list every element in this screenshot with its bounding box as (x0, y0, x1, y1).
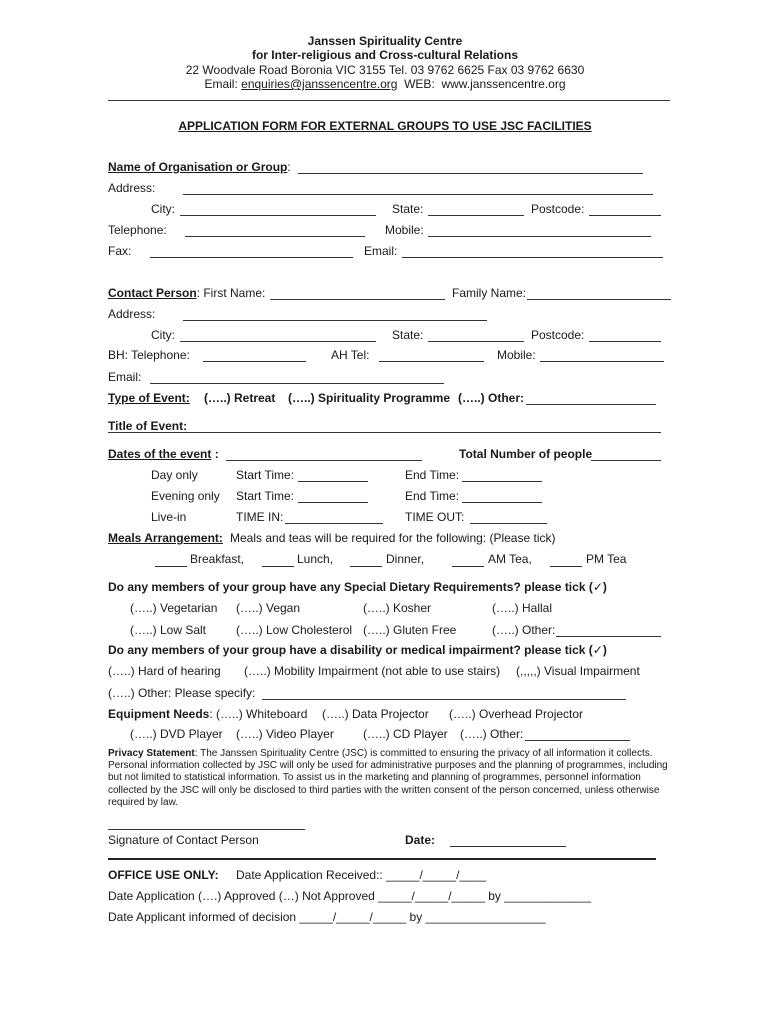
dietary-question: Do any members of your group have any Special Dietary Requirements? please tick (✓) (108, 580, 607, 594)
other-event-field[interactable] (526, 393, 656, 405)
disability-other-field[interactable] (262, 688, 626, 700)
privacy-text: : The Janssen Spirituality Centre (JSC) is committed to ensuring the privacy of all information it collects. Personal information collected by JSC will only be used for administrative purposes and the planning of programmes, including but not limited to statistical information. To assist us in the marketing and planning of programmes, personnel information collected by the JSC will only be disclosed to third parties with the written consent of the person concerned, unless otherwise required by law. (108, 748, 668, 808)
org-state-label: State: (392, 202, 424, 216)
org-fax-field[interactable] (150, 246, 353, 258)
type-of-event-label: Type of Event: (108, 391, 190, 405)
pm-tea-tick-field[interactable] (550, 555, 582, 567)
contact-person-row (108, 286, 265, 300)
first-name-label: : First Name: (196, 286, 266, 300)
meals-arrangement-label: Meals Arrangement: (108, 531, 223, 545)
form-title: APPLICATION FORM FOR EXTERNAL GROUPS TO USE JSC FACILITIES (178, 119, 592, 133)
bh-telephone-label: BH: Telephone: (108, 348, 190, 362)
family-name-label: Family Name: (452, 286, 527, 300)
live-in-label: Live-in (151, 510, 187, 524)
email-link[interactable]: enquiries@janssencentre.org (241, 77, 398, 91)
hard-of-hearing-option[interactable]: (…..) Hard of hearing (108, 664, 221, 678)
signature-line[interactable] (108, 829, 305, 830)
org-state-field[interactable] (428, 204, 524, 216)
dinner-label: Dinner, (386, 552, 425, 566)
dinner-tick-field[interactable] (350, 555, 382, 567)
office-use-only-label: OFFICE USE ONLY: (108, 868, 219, 882)
cd-player-option[interactable]: (…..) CD Player (363, 727, 448, 741)
date-application-text: Date Application (….) Approved (…) Not Approved _____/_____/_____ by _____________ (108, 889, 592, 903)
colon: : (287, 160, 291, 174)
contact-postcode-field[interactable] (589, 330, 661, 342)
mobility-impairment-option[interactable]: (…..) Mobility Impairment (not able to use stairs) (244, 664, 501, 678)
disability-question: Do any members of your group have a disability or medical impairment? please tick (✓) (108, 643, 607, 657)
privacy-label: Privacy Statement (108, 748, 195, 759)
org-name-row (108, 160, 291, 174)
gluten-free-option[interactable]: (…..) Gluten Free (363, 623, 457, 637)
day-end-field[interactable] (462, 470, 542, 482)
low-salt-option[interactable]: (…..) Low Salt (130, 623, 207, 637)
evening-only-label: Evening only (151, 489, 220, 503)
ah-tel-label: AH Tel: (331, 348, 370, 362)
time-out-field[interactable] (470, 512, 547, 524)
retreat-option[interactable]: (…..) Retreat (204, 391, 276, 405)
org-address-label: Address: (108, 181, 156, 195)
title-of-event-label: Title of Event: (108, 419, 188, 433)
web-text: WEB: www.janssencentre.org (397, 77, 566, 91)
ah-tel-field[interactable] (379, 350, 484, 362)
org-name-field[interactable] (298, 162, 643, 174)
contact-city-label: City: (151, 328, 175, 342)
video-player-option[interactable]: (…..) Video Player (236, 727, 334, 741)
time-out-label: TIME OUT: (405, 510, 465, 524)
day-end-label: End Time: (405, 468, 460, 482)
day-only-label: Day only (151, 468, 198, 482)
dates-colon: : (211, 447, 219, 461)
disability-other-option[interactable]: (…..) Other: Please specify: (108, 686, 256, 700)
org-telephone-label: Telephone: (108, 223, 167, 237)
contact-email-field[interactable] (150, 372, 444, 384)
contact-city-field[interactable] (180, 330, 376, 342)
time-in-label: TIME IN: (236, 510, 284, 524)
bh-telephone-field[interactable] (203, 350, 306, 362)
dvd-player-option[interactable]: (…..) DVD Player (130, 727, 223, 741)
org-name: Janssen Spirituality Centre (307, 34, 463, 48)
org-address: 22 Woodvale Road Boronia VIC 3155 Tel. 03 9762 6625 Fax 03 9762 6630 (185, 63, 585, 77)
dietary-other-option[interactable]: (…..) Other: (492, 623, 556, 637)
whiteboard-option[interactable]: : (…..) Whiteboard (209, 707, 308, 721)
org-subtitle: for Inter-religious and Cross-cultural Relations (251, 48, 519, 62)
org-email-label: Email: (364, 244, 398, 258)
lunch-tick-field[interactable] (262, 555, 294, 567)
contact-postcode-label: Postcode: (531, 328, 585, 342)
contact-person-label: Contact Person (108, 286, 197, 300)
hallal-option[interactable]: (…..) Hallal (492, 601, 553, 615)
contact-address-label: Address: (108, 307, 156, 321)
equipment-row (108, 707, 307, 721)
signature-date-field[interactable] (450, 835, 566, 847)
title-of-event-field[interactable] (108, 432, 661, 433)
spirituality-programme-option[interactable]: (…..) Spirituality Programme (288, 391, 451, 405)
vegetarian-option[interactable]: (…..) Vegetarian (130, 601, 218, 615)
total-people-field[interactable] (591, 449, 661, 461)
privacy-statement (108, 748, 678, 809)
total-people-label: Total Number of people (459, 447, 593, 461)
equipment-other-option[interactable]: (…..) Other: (460, 727, 524, 741)
equipment-needs-label: Equipment Needs (108, 707, 210, 721)
header-divider (108, 100, 670, 101)
low-cholesterol-option[interactable]: (…..) Low Cholesterol (236, 623, 353, 637)
overhead-projector-option[interactable]: (…..) Overhead Projector (449, 707, 584, 721)
day-start-label: Start Time: (236, 468, 295, 482)
am-tea-tick-field[interactable] (452, 555, 484, 567)
evening-end-field[interactable] (462, 491, 542, 503)
office-divider (108, 858, 656, 860)
pm-tea-label: PM Tea (586, 552, 627, 566)
org-city-label: City: (151, 202, 175, 216)
meals-instruction: Meals and teas will be required for the following: (Please tick) (230, 531, 556, 545)
am-tea-label: AM Tea, (488, 552, 532, 566)
org-address-field[interactable] (183, 183, 653, 195)
time-in-field[interactable] (285, 512, 383, 524)
kosher-option[interactable]: (…..) Kosher (363, 601, 432, 615)
day-start-field[interactable] (298, 470, 368, 482)
evening-start-field[interactable] (298, 491, 368, 503)
org-postcode-field[interactable] (589, 204, 661, 216)
date-informed-text: Date Applicant informed of decision _____/_____/_____ by __________________ (108, 910, 546, 924)
contact-mobile-label: Mobile: (497, 348, 536, 362)
other-event-option[interactable]: (…..) Other: (458, 391, 524, 405)
contact-state-label: State: (392, 328, 424, 342)
dates-label: Dates of the event (108, 447, 212, 461)
signature-label: Signature of Contact Person (108, 833, 259, 847)
org-name-label: Name of Organisation or Group (108, 160, 288, 174)
org-email-field[interactable] (402, 246, 663, 258)
contact-mobile-field[interactable] (540, 350, 664, 362)
first-name-field[interactable] (270, 288, 445, 300)
dates-field[interactable] (226, 449, 422, 461)
org-mobile-label: Mobile: (385, 223, 424, 237)
lunch-label: Lunch, (297, 552, 334, 566)
data-projector-option[interactable]: (…..) Data Projector (322, 707, 429, 721)
org-mobile-field[interactable] (428, 225, 651, 237)
org-contact-line (0, 77, 770, 91)
family-name-field[interactable] (527, 288, 671, 300)
email-label: Email: (204, 77, 242, 91)
dietary-other-field[interactable] (556, 625, 661, 637)
evening-start-label: Start Time: (236, 489, 295, 503)
org-city-field[interactable] (180, 204, 376, 216)
contact-email-label: Email: (108, 370, 142, 384)
vegan-option[interactable]: (…..) Vegan (236, 601, 301, 615)
equipment-other-field[interactable] (525, 729, 630, 741)
date-received-text: Date Application Received:: _____/_____/____ (236, 868, 487, 882)
breakfast-label: Breakfast, (190, 552, 245, 566)
visual-impairment-option[interactable]: (,,,,,) Visual Impairment (516, 664, 640, 678)
breakfast-tick-field[interactable] (155, 555, 187, 567)
evening-end-label: End Time: (405, 489, 460, 503)
date-label: Date: (405, 833, 436, 847)
org-postcode-label: Postcode: (531, 202, 585, 216)
org-telephone-field[interactable] (185, 225, 365, 237)
org-fax-label: Fax: (108, 244, 132, 258)
dates-row (108, 447, 219, 461)
contact-address-field[interactable] (183, 309, 487, 321)
contact-state-field[interactable] (428, 330, 524, 342)
